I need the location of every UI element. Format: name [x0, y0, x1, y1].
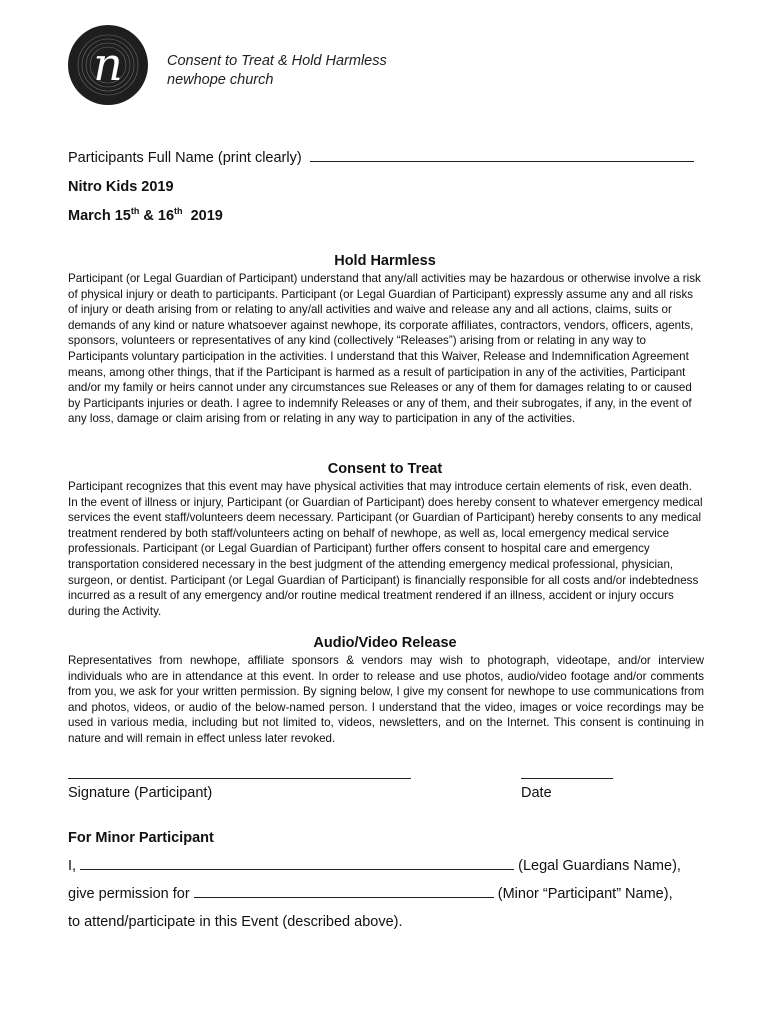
- date-field[interactable]: [521, 778, 613, 779]
- guardian-prefix: I,: [68, 858, 77, 874]
- audio-video-title: Audio/Video Release: [313, 635, 457, 651]
- org-name: newhope church: [167, 72, 274, 88]
- form-header: [167, 52, 387, 90]
- signature-label: Signature (Participant): [68, 785, 213, 801]
- minor-section-title: For Minor Participant: [68, 830, 214, 846]
- date-label: Date: [521, 785, 552, 801]
- audio-video-body: Representatives from newhope, affiliate sponsors & vendors may wish to photograph, videotape, and/or interview individuals who are in attendance at this event. In order to release and use photos, audio/video footage and/or comments from you, we ask for your written permission. By signing below, I give my consent for newhope to use communications from and photos, videos, or audio of the below-named person. I understand that the video, images or voice recordings may be used in various media, including but not limited to, videos, newsletters, and on the Internet. This consent is continuing in nature and will remain in effect unless later revoked.: [68, 654, 704, 745]
- event-name: Nitro Kids 2019: [68, 179, 174, 195]
- guardian-suffix: (Legal Guardians Name),: [518, 858, 681, 874]
- hold-harmless-title: Hold Harmless: [334, 253, 436, 269]
- consent-to-treat-title: Consent to Treat: [327, 461, 443, 477]
- event-date-start: March 15: [68, 207, 131, 224]
- logo-letter: n: [93, 37, 123, 91]
- signature-field[interactable]: [68, 778, 411, 779]
- hold-harmless-body: Participant (or Legal Guardian of Participant) understand that any/all activities may be hazardous or otherwise involve a risk of physical injury or death to participants. Participant (or Legal Guardian of Participant) expressly assume any and all risks of injury or death arising from or relating to any/all activities and waive and release any and all actions, claims, suits or demands of any kind or nature whatsoever against newhope, its corporate affiliates, contractors, vendors, officers, agents, sponsors, volunteers or representatives of any kind (collectively “Releases”) arising from or relating in any way to Participants voluntary participation in the activities. I understand that this Waiver, Release and Indemnification Agreement means, among other things, that if the Participant is harmed as a result of participation in any of the activities, Participant and/or my family or heirs cannot under any circumstances sue Releases or any of them for damages relating to or caused by Participants injuries or death. I agree to indemnify Releases or any of them, and their subrogates, if any, in the event of any loss, damage or claim arising from or relating in any way to participation in any of the activities.: [68, 272, 701, 426]
- church-logo: [68, 25, 148, 105]
- guardian-name-row: [68, 858, 681, 874]
- date-suffix-1: th: [130, 206, 140, 216]
- permission-prefix: give permission for: [68, 886, 190, 902]
- minor-suffix: (Minor “Participant” Name),: [497, 886, 673, 902]
- participant-name-field[interactable]: [310, 160, 694, 162]
- form-title: Consent to Treat & Hold Harmless: [167, 53, 387, 69]
- event-year: 2019: [182, 207, 223, 224]
- participant-name-row: [68, 150, 694, 166]
- minor-name-row: [68, 886, 673, 902]
- minor-name-field[interactable]: [194, 896, 494, 898]
- event-dates: [68, 206, 223, 224]
- guardian-name-field[interactable]: [80, 868, 514, 870]
- consent-to-treat-body: Participant recognizes that this event may have physical activities that may introduce certain elements of risk, even death. In the event of illness or injury, Participant (or Guardian of Participant) does hereby consent to whatever emergency medical services the event staff/volunteers deem necessary. Participant (or Guardian of Participant) hereby consents to any medical treatment rendered by both staff/volunteers acting on behalf of newhope, as well as, local emergency medical service professionals. Participant (or Legal Guardian of Participant) further offers consent to hospital care and emergency transportation considered necessary in the best judgment of the attending emergency medical professional, physician, surgeon, or dentist. Participant (or Legal Guardian of Participant) is financially responsible for all costs and/or indebtedness incurred as a result of any emergency and/or routine medical treatment rendered if an illness, accident or injury occurs during the Activity.: [68, 480, 703, 618]
- participant-name-label: Participants Full Name (print clearly): [68, 150, 302, 166]
- event-date-end: & 16: [139, 207, 175, 224]
- attend-statement: to attend/participate in this Event (described above).: [68, 914, 403, 930]
- date-suffix-2: th: [174, 206, 183, 216]
- logo-emblem-icon: [68, 25, 148, 105]
